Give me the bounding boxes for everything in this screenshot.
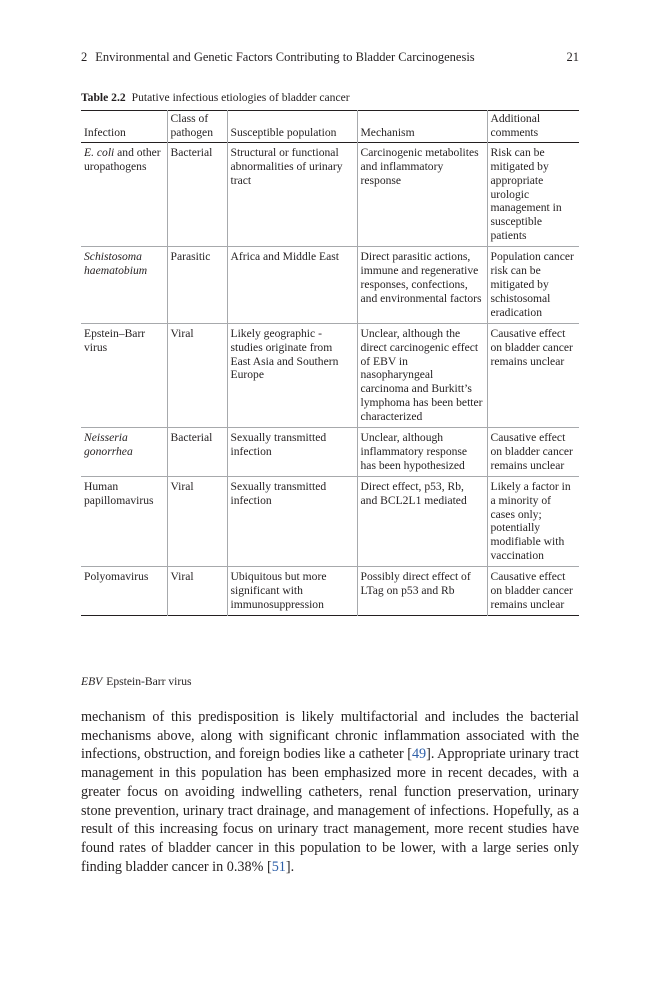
cell-additional-comments: Causative effect on bladder cancer remains unclear bbox=[487, 428, 579, 477]
cell-infection bbox=[81, 428, 167, 477]
table-row bbox=[81, 323, 579, 427]
paragraph-text-3: ]. bbox=[285, 858, 295, 875]
cell-susceptible-population: Sexually transmitted infection bbox=[227, 428, 357, 477]
cell-additional-comments: Causative effect on bladder cancer remains unclear bbox=[487, 323, 579, 427]
chapter-title: Environmental and Genetic Factors Contributing to Bladder Carcinogenesis bbox=[95, 50, 475, 64]
infection-name: and other uropathogens bbox=[84, 145, 161, 173]
cell-infection bbox=[81, 323, 167, 427]
table-label: Table 2.2 bbox=[81, 91, 126, 104]
cell-pathogen-class: Viral bbox=[167, 323, 227, 427]
footnote-abbreviation: EBV bbox=[81, 675, 103, 688]
table-row bbox=[81, 247, 579, 324]
column-header-additional-comments: Additional comments bbox=[487, 111, 579, 143]
table-row bbox=[81, 476, 579, 566]
chapter-number: 2 bbox=[81, 50, 88, 64]
cell-additional-comments: Risk can be mitigated by appropriate urologic management in susceptible patients bbox=[487, 142, 579, 246]
cell-infection bbox=[81, 142, 167, 246]
cell-susceptible-population: Africa and Middle East bbox=[227, 247, 357, 324]
infection-name-italic: Neisseria gonorrhea bbox=[84, 431, 133, 458]
cell-pathogen-class: Viral bbox=[167, 567, 227, 616]
infection-name-italic: E. coli bbox=[84, 145, 115, 159]
paragraph-text-2: ]. Appropriate urinary tract management in this population has been emphasized more in recent decades, with a greater focus on avoiding indwelling catheters, renal function preservation, urinary stone prevention, urinary tract drainage, and management of infections. Hopefully, as a result of this increasing focus on urinary tract management, more recent studies have found rates of bladder cancer in this population to be lower, with a large series only finding bladder cancer in 0.38% [ bbox=[81, 746, 579, 875]
cell-susceptible-population: Likely geographic - studies originate from East Asia and Southern Europe bbox=[227, 323, 357, 427]
infection-name: Human papillomavirus bbox=[84, 479, 154, 507]
cell-pathogen-class: Parasitic bbox=[167, 247, 227, 324]
running-header bbox=[81, 50, 579, 65]
citation-link-51[interactable]: 51 bbox=[271, 858, 286, 875]
cell-infection bbox=[81, 567, 167, 616]
cell-susceptible-population: Structural or functional abnormalities of urinary tract bbox=[227, 142, 357, 246]
table-footnote bbox=[81, 675, 192, 688]
paragraph-text-1: mechanism of this predisposition is likely multifactorial and includes the bacterial mechanisms above, along with significant chronic inflammation associated with the infections, obstruction, and foreign bodies like a catheter [ bbox=[81, 709, 579, 763]
cell-additional-comments: Likely a factor in a minority of cases only; potentially modifiable with vaccination bbox=[487, 476, 579, 566]
footnote-text: Epstein-Barr virus bbox=[106, 675, 192, 688]
table-caption bbox=[81, 91, 350, 104]
cell-mechanism: Direct effect, p53, Rb, and BCL2L1 mediated bbox=[357, 476, 487, 566]
page-number: 21 bbox=[566, 50, 579, 64]
cell-mechanism: Unclear, although the direct carcinogenic effect of EBV in nasopharyngeal carcinoma and Burkitt’s lymphoma has been better characterized bbox=[357, 323, 487, 427]
cell-pathogen-class: Viral bbox=[167, 476, 227, 566]
table-header bbox=[81, 111, 579, 143]
cell-pathogen-class: Bacterial bbox=[167, 428, 227, 477]
column-header-infection: Infection bbox=[84, 125, 126, 139]
infection-name: Epstein–Barr virus bbox=[84, 326, 146, 354]
table-row bbox=[81, 567, 579, 616]
cell-pathogen-class: Bacterial bbox=[167, 142, 227, 246]
cell-infection bbox=[81, 476, 167, 566]
table-body bbox=[81, 142, 579, 615]
table-title: Putative infectious etiologies of bladder cancer bbox=[131, 91, 350, 104]
column-header-mechanism: Mechanism bbox=[357, 111, 487, 143]
cell-additional-comments: Population cancer risk can be mitigated by schistosomal eradication bbox=[487, 247, 579, 324]
cell-mechanism: Possibly direct effect of LTag on p53 and Rb bbox=[357, 567, 487, 616]
table-header-row bbox=[81, 111, 579, 143]
infectious-etiologies-table bbox=[81, 110, 579, 616]
cell-susceptible-population: Ubiquitous but more significant with immunosuppression bbox=[227, 567, 357, 616]
cell-infection bbox=[81, 247, 167, 324]
cell-susceptible-population: Sexually transmitted infection bbox=[227, 476, 357, 566]
cell-additional-comments: Causative effect on bladder cancer remains unclear bbox=[487, 567, 579, 616]
running-header-left bbox=[81, 50, 475, 65]
citation-link-49[interactable]: 49 bbox=[411, 746, 427, 763]
infection-name: Polyomavirus bbox=[84, 570, 149, 584]
column-header-susceptible-population: Susceptible population bbox=[227, 111, 357, 143]
cell-mechanism: Carcinogenic metabolites and inflammatory response bbox=[357, 142, 487, 246]
table-row bbox=[81, 428, 579, 477]
column-header-pathogen-class: Class of pathogen bbox=[167, 111, 227, 143]
table-row bbox=[81, 142, 579, 246]
body-paragraph bbox=[81, 708, 579, 876]
cell-mechanism: Direct parasitic actions, immune and regenerative responses, confections, and environmental factors bbox=[357, 247, 487, 324]
infection-name-italic: Schistosoma haematobium bbox=[84, 250, 148, 278]
cell-mechanism: Unclear, although inflammatory response has been hypothesized bbox=[357, 428, 487, 477]
